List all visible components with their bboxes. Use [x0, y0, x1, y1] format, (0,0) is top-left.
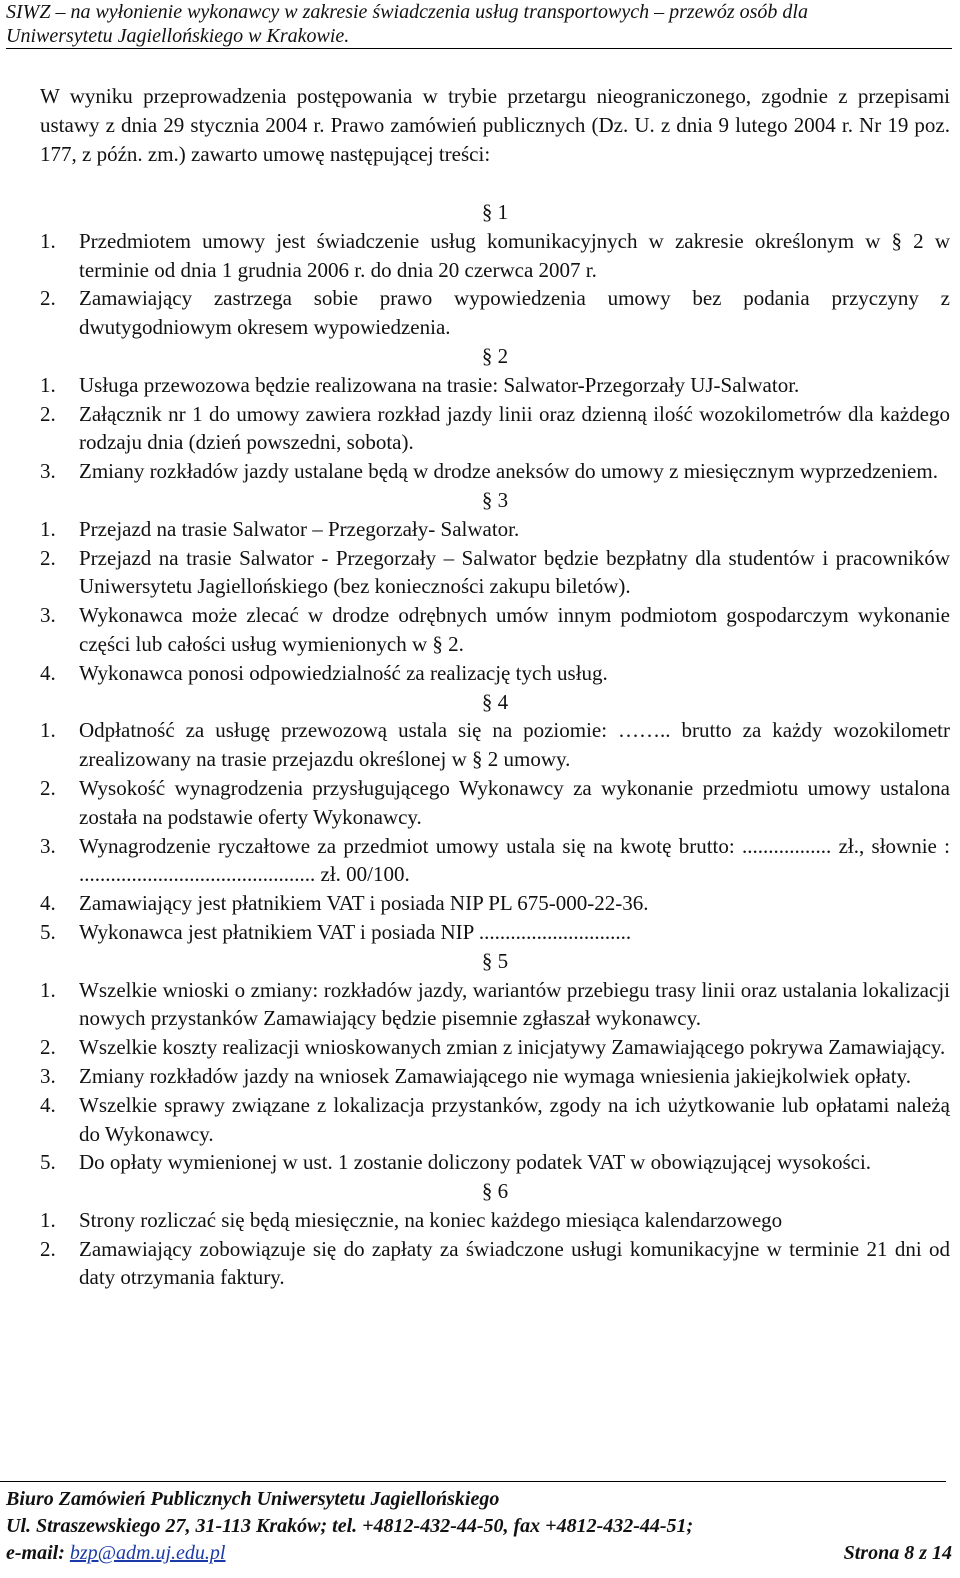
clause-item [40, 918, 950, 947]
clause-item [40, 659, 950, 688]
clause-item [40, 227, 950, 285]
document-header [6, 0, 952, 49]
clause-number: 2. [40, 545, 56, 570]
section-heading: § 1 [481, 200, 509, 224]
header-line-1: SIWZ – na wyłonienie wykonawcy w zakresie świadczenia usług transportowych – przewóz osób dla [6, 1, 808, 23]
clause-number: 1. [40, 1207, 56, 1232]
section-heading: § 3 [481, 487, 509, 512]
clause-item [40, 976, 950, 1034]
clause-number: 5. [40, 919, 56, 944]
clause-number: 2. [40, 401, 56, 426]
clause-text: Do opłaty wymienionej w ust. 1 zostanie doliczony podatek VAT w obowiązującej wysokości. [79, 1150, 872, 1175]
clause-item [40, 832, 950, 890]
clause-text: Wykonawca może zlecać w drodze odrębnych umów innym podmiotom gospodarczym wykonanie części lub całości usług wymienionych w § 2. [79, 603, 950, 656]
clause-item [40, 1206, 950, 1235]
clause-item [40, 1033, 950, 1062]
clause-number: 5. [40, 1150, 56, 1175]
footer-email-link[interactable]: bzp@adm.uj.edu.pl [69, 1542, 226, 1564]
clause-text: Przedmiotem umowy jest świadczenie usług komunikacyjnych w zakresie określonym w § 2 w terminie od dnia 1 grudnia 2006 r. do dnia 20 czerwca 2007 r. [79, 228, 950, 282]
section-heading: § 4 [481, 689, 509, 714]
clause-text: Załącznik nr 1 do umowy zawiera rozkład jazdy linii oraz dzienną ilość wozokilometrów dla każdego rodzaju dnia (dzień powszedni, sobota). [79, 401, 950, 455]
document-footer [6, 1486, 952, 1567]
clause-number: 1. [40, 372, 56, 397]
clause-text: Przejazd na trasie Salwator – Przegorzały- Salwator. [79, 516, 520, 541]
clause-text: Wysokość wynagrodzenia przysługującego Wykonawcy za wykonanie przedmiotu umowy ustalona została na podstawie oferty Wykonawcy. [79, 775, 950, 829]
footer-address: Ul. Straszewskiego 27, 31-113 Kraków; tel. +4812-432-44-50, fax +4812-432-44-51; [6, 1515, 694, 1537]
clause-number: 2. [40, 1035, 56, 1060]
clause-text: Wykonawca jest płatnikiem VAT i posiada NIP ............................. [79, 919, 632, 944]
clause-item [40, 1091, 950, 1149]
clause-item [40, 544, 950, 602]
clause-number: 1. [40, 977, 56, 1002]
clause-number: 4. [40, 660, 56, 685]
clause-text: Zamawiający zastrzega sobie prawo wypowiedzenia umowy bez podania przyczyny z dwutygodniowym okresem wypowiedzenia. [79, 286, 950, 340]
clause-item [40, 1235, 950, 1293]
clause-item [40, 515, 950, 544]
clause-number: 4. [40, 1092, 56, 1117]
clause-text: Przejazd na trasie Salwator - Przegorzały – Salwator będzie bezpłatny dla studentów i pracowników Uniwersytetu Jagiellońskiego (bez konieczności zakupu biletów). [79, 545, 950, 599]
clause-text: Wszelkie wnioski o zmiany: rozkładów jazdy, wariantów przebiegu trasy linii oraz ustalania lokalizacji nowych przystanków Zamawiający będzie pisemnie zgłaszał wykonawcy. [79, 977, 950, 1031]
footer-divider [0, 1481, 946, 1482]
clause-text: Strony rozliczać się będą miesięcznie, na koniec każdego miesiąca kalendarzowego [79, 1207, 783, 1232]
clause-text: Zmiany rozkładów jazdy na wniosek Zamawiającego nie wymaga wniesienia jakiejkolwiek opłaty. [79, 1063, 911, 1088]
clause-number: 3. [40, 459, 56, 484]
contract-body [40, 198, 950, 1292]
clause-text: Usługa przewozowa będzie realizowana na trasie: Salwator-Przegorzały UJ-Salwator. [79, 372, 800, 397]
clause-item [40, 371, 950, 400]
clause-item [40, 1148, 950, 1177]
clause-number: 1. [40, 228, 56, 253]
clause-text: Zamawiający jest płatnikiem VAT i posiada NIP PL 675-000-22-36. [79, 891, 649, 916]
clause-item [40, 774, 950, 832]
section-heading: § 6 [481, 1179, 509, 1204]
clause-text: Wszelkie sprawy związane z lokalizacja przystanków, zgody na ich użytkowanie lub opłatami należą do Wykonawcy. [79, 1092, 950, 1146]
section-heading: § 2 [481, 343, 509, 368]
clause-number: 4. [40, 891, 56, 916]
page-number: Strona 8 z 14 [843, 1542, 952, 1564]
clause-item [40, 400, 950, 458]
clause-item [40, 284, 950, 342]
clause-number: 3. [40, 603, 56, 628]
footer-email-label: e-mail: [6, 1542, 65, 1564]
clause-item [40, 457, 950, 486]
footer-office: Biuro Zamówień Publicznych Uniwersytetu Jagiellońskiego [6, 1488, 500, 1510]
clause-text: Wynagrodzenie ryczałtowe za przedmiot umowy ustala się na kwotę brutto: ................. zł., słownie : ............................................. zł. 00/100. [79, 833, 950, 887]
clause-number: 1. [40, 516, 56, 541]
header-line-2: Uniwersytetu Jagiellońskiego w Krakowie. [6, 25, 350, 47]
clause-text: Wszelkie koszty realizacji wnioskowanych zmian z inicjatywy Zamawiającego pokrywa Zamawiający. [79, 1035, 946, 1060]
clause-number: 3. [40, 1063, 56, 1088]
clause-item [40, 601, 950, 659]
clause-item [40, 1062, 950, 1091]
clause-number: 2. [40, 775, 56, 800]
section-heading: § 5 [481, 948, 509, 973]
clause-number: 2. [40, 1236, 56, 1261]
clause-number: 2. [40, 286, 56, 311]
intro-paragraph: W wyniku przeprowadzenia postępowania w trybie przetargu nieograniczonego, zgodnie z przepisami ustawy z dnia 29 stycznia 2004 r. Prawo zamówień publicznych (Dz. U. z dnia 9 lutego 2004 r. Nr 19 poz. 177, z późn. zm.) zawarto umowę następującej treści: [40, 84, 950, 166]
clause-number: 3. [40, 833, 56, 858]
clause-text: Odpłatność za usługę przewozową ustala się na poziomie: …….. brutto za każdy wozokilometr zrealizowany na trasie przejazdu określonej w § 2 umowy. [79, 718, 950, 772]
clause-item [40, 716, 950, 774]
clause-text: Wykonawca ponosi odpowiedzialność za realizację tych usług. [79, 660, 608, 685]
clause-item [40, 889, 950, 918]
clause-text: Zmiany rozkładów jazdy ustalane będą w drodze aneksów do umowy z miesięcznym wyprzedzeniem. [79, 459, 938, 484]
clause-number: 1. [40, 718, 56, 743]
clause-text: Zamawiający zobowiązuje się do zapłaty za świadczone usługi komunikacyjne w terminie 21 dni od daty otrzymania faktury. [79, 1236, 950, 1290]
